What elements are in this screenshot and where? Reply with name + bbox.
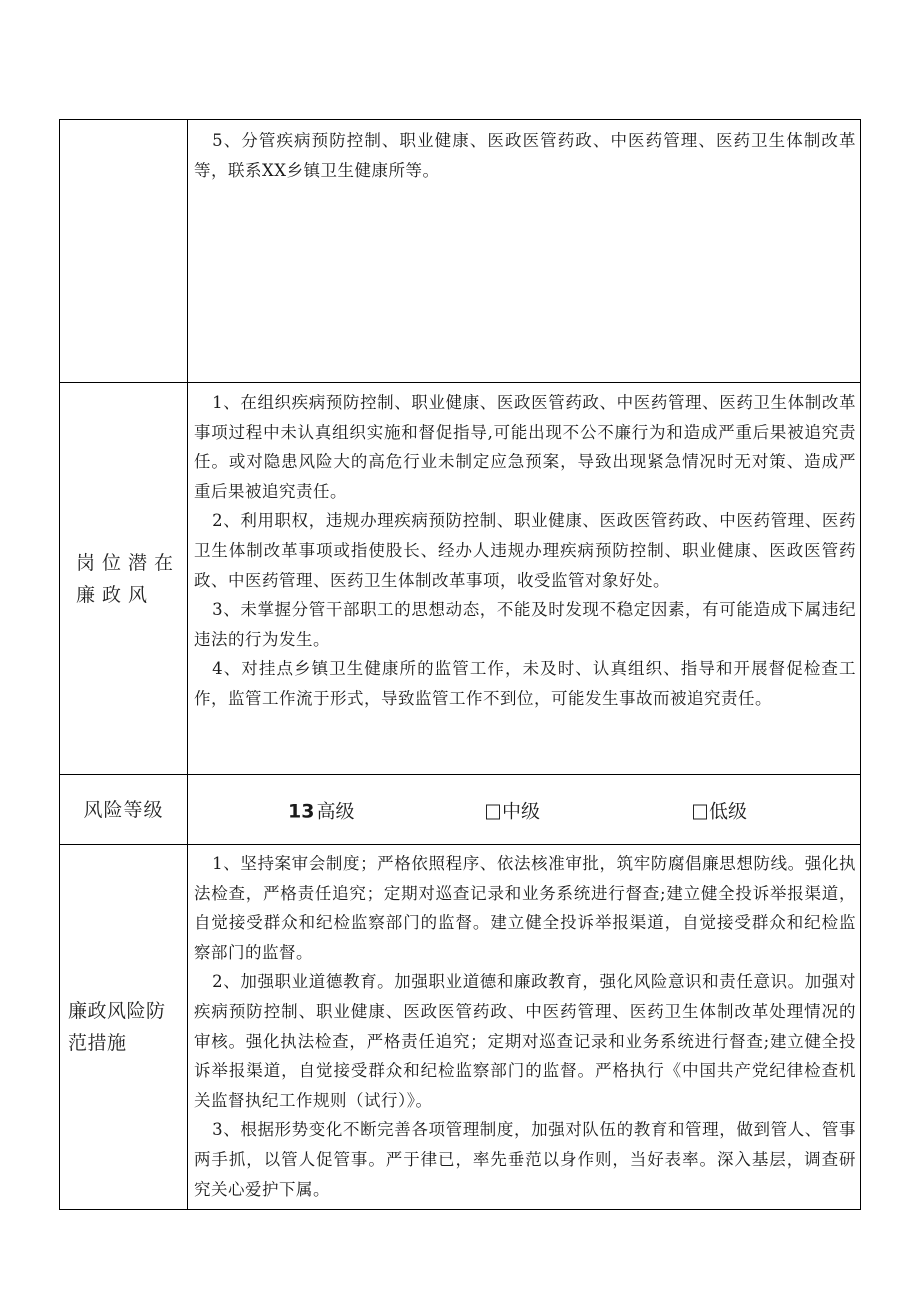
measures-row bbox=[60, 845, 861, 1210]
risk-table bbox=[59, 119, 861, 1210]
high-label: 高级 bbox=[316, 800, 355, 822]
measures-label: 廉政风险防范措施 bbox=[68, 1000, 166, 1054]
duties-label-cell bbox=[60, 120, 188, 383]
risk-option-low[interactable] bbox=[693, 796, 747, 823]
risk-item: 4、对挂点乡镇卫生健康所的监管工作，未及时、认真组织、指导和开展督促检查工作，监管工作流于形式，导致监管工作不到位，可能发生事故而被追究责任。 bbox=[194, 659, 856, 708]
risk-level-label-cell bbox=[60, 775, 188, 845]
risk-option-high[interactable] bbox=[288, 796, 354, 823]
risk-item: 2、利用职权，违规办理疾病预防控制、职业健康、医政医管药政、中医药管理、医药卫生体制改革事项或指使股长、经办人违规办理疾病预防控制、职业健康、医政医管药政、中医药管理、医药卫生体制改革事项，收受监管对象好处。 bbox=[194, 511, 856, 590]
risk-item: 3、未掌握分管干部职工的思想动态，不能及时发现不稳定因素，有可能造成下属违纪违法的行为发生。 bbox=[194, 600, 856, 649]
measure-item: 1、坚持案审会制度；严格依照程序、依法核准审批，筑牢防腐倡廉思想防线。强化执法检查，严格责任追究；定期对巡查记录和业务系统进行督查;建立健全投诉举报渠道，自觉接受群众和纪检监察部门的监督。建立健全投诉举报渠道，自觉接受群众和纪检监察部门的监督。 bbox=[194, 854, 856, 962]
mid-label: 中级 bbox=[502, 800, 541, 822]
measure-item: 2、加强职业道德教育。加强职业道德和廉政教育，强化风险意识和责任意识。加强对疾病预防控制、职业健康、医政医管药政、中医药管理、医药卫生体制改革处理情况的审核。强化执法检查，严格责任追究；定期对巡查记录和业务系统进行督查;建立健全投诉举报渠道，自觉接受群众和纪检监察部门的监督。严格执行《中国共产党纪律检查机关监督执纪工作规则（试行）》。 bbox=[194, 972, 856, 1110]
duties-paragraph-5: 5、分管疾病预防控制、职业健康、医政医管药政、中医药管理、医药卫生体制改革等，联系XX乡镇卫生健康所等。 bbox=[194, 131, 856, 180]
risk-item: 1、在组织疾病预防控制、职业健康、医政医管药政、中医药管理、医药卫生体制改革事项过程中未认真组织实施和督促指导,可能出现不公不廉行为和造成严重后果被追究责任。或对隐患风险大的高危行业未制定应急预案，导致出现紧急情况时无对策、造成严重后果被追究责任。 bbox=[194, 393, 856, 501]
risk-level-label: 风险等级 bbox=[83, 798, 164, 821]
risks-content-cell bbox=[188, 383, 861, 775]
duties-content-cell bbox=[188, 120, 861, 383]
duties-row bbox=[60, 120, 861, 383]
risk-option-mid[interactable] bbox=[486, 796, 540, 823]
risks-row bbox=[60, 383, 861, 775]
measures-label-cell bbox=[60, 845, 188, 1210]
mid-checkbox-icon[interactable] bbox=[486, 804, 500, 819]
low-checkbox-icon[interactable] bbox=[693, 804, 707, 819]
low-label: 低级 bbox=[709, 800, 748, 822]
risks-label: 岗位潜在廉政风 bbox=[76, 551, 181, 606]
measure-item: 3、根据形势变化不断完善各项管理制度，加强对队伍的教育和管理，做到管人、管事两手抓，以管人促管事。严于律已，率先垂范以身作则，当好表率。深入基层，调查研究关心爱护下属。 bbox=[194, 1120, 856, 1199]
high-selected-mark: 13 bbox=[288, 800, 315, 822]
risks-label-cell bbox=[60, 383, 188, 775]
risk-level-row bbox=[60, 775, 861, 845]
measures-content-cell bbox=[188, 845, 861, 1210]
risk-level-options bbox=[188, 775, 861, 845]
